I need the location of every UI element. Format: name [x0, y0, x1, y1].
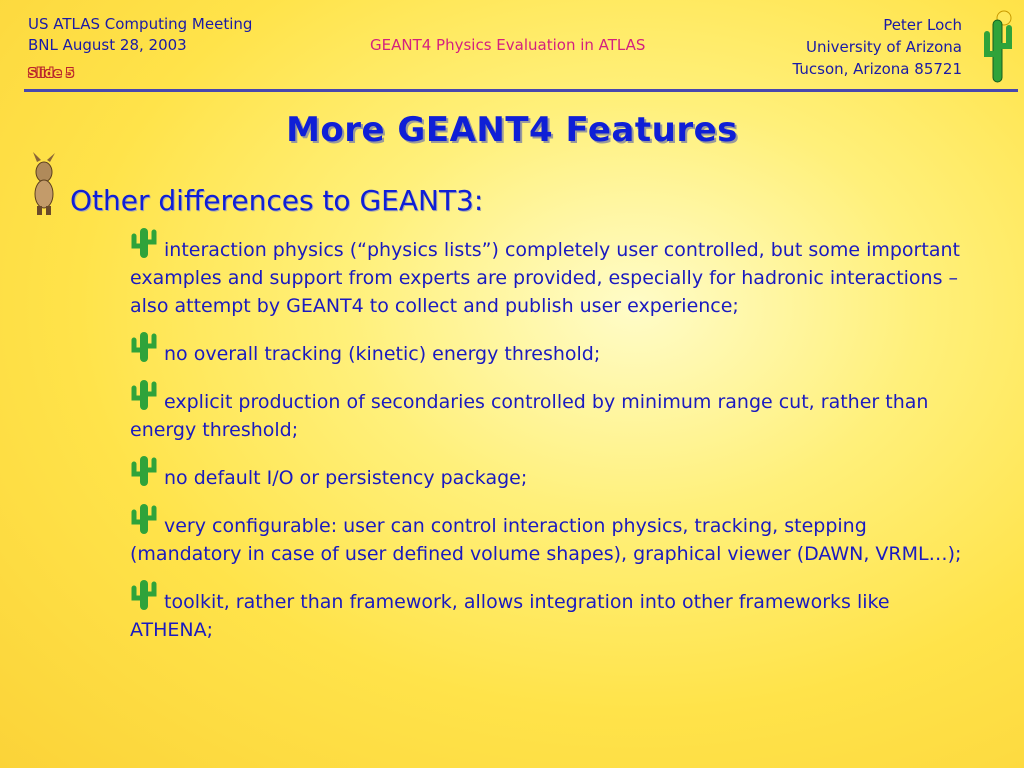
cactus-icon	[130, 224, 158, 260]
cactus-sun-icon	[982, 10, 1014, 88]
bullet-item	[130, 576, 966, 644]
cactus-icon	[130, 376, 158, 412]
meeting-date: BNL August 28, 2003	[28, 36, 187, 54]
header-left	[28, 14, 252, 56]
bullet-text: no default I/O or persistency package;	[164, 467, 528, 489]
cactus-icon	[130, 500, 158, 536]
bullet-item	[130, 452, 966, 492]
cactus-icon	[130, 452, 158, 488]
bullet-item	[130, 376, 966, 444]
bullet-item	[130, 500, 966, 568]
header-center-title: GEANT4 Physics Evaluation in ATLAS	[370, 36, 646, 54]
author-location: Tucson, Arizona 85721	[792, 60, 962, 78]
header-right	[792, 14, 962, 80]
bullet-item	[130, 328, 966, 368]
slide-title: More GEANT4 Features	[286, 110, 738, 150]
coyote-icon	[26, 150, 62, 216]
bullet-list	[130, 224, 966, 652]
bullet-text: toolkit, rather than framework, allows integration into other frameworks like ATHENA;	[130, 591, 890, 641]
author-affiliation: University of Arizona	[805, 38, 962, 56]
meeting-name: US ATLAS Computing Meeting	[28, 15, 253, 33]
slide-number: Slide 5	[28, 66, 75, 80]
bullet-item	[130, 224, 966, 320]
cactus-icon	[130, 328, 158, 364]
cactus-icon	[130, 576, 158, 612]
bullet-text: interaction physics (“physics lists”) completely user controlled, but some important examples and support from experts are provided, especially for hadronic interactions – also attempt by GEANT4 to collect and publish user experience;	[130, 239, 960, 317]
bullet-text: no overall tracking (kinetic) energy threshold;	[164, 343, 601, 365]
bullet-text: explicit production of secondaries controlled by minimum range cut, rather than energy threshold;	[130, 391, 929, 441]
header-rule	[24, 89, 1018, 92]
author-name: Peter Loch	[883, 16, 962, 34]
section-subtitle: Other differences to GEANT3:	[70, 184, 484, 217]
bullet-text: very configurable: user can control interaction physics, tracking, stepping (mandatory in case of user defined volume shapes), graphical viewer (DAWN, VRML…);	[130, 515, 962, 565]
